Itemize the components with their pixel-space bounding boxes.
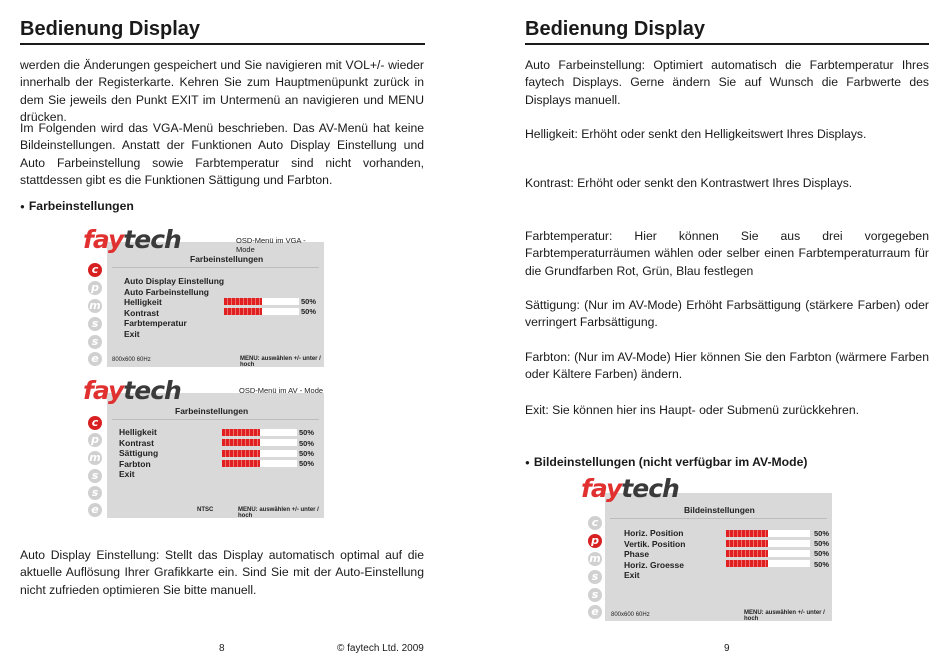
faytech-logo: faytech — [581, 474, 679, 503]
color-tab-icon: c — [88, 263, 102, 277]
system-tab-icon: s — [88, 335, 102, 349]
section-farbton: Farbton: (Nur im AV-Mode) Hier können Sie den Farbton (wärmere Farben oder Kältere Farben) ändern. — [525, 350, 929, 382]
osd-bild-screenshot — [578, 474, 838, 624]
section-kontrast: Kontrast: Erhöht oder senkt den Kontrastwert Ihres Displays. — [525, 176, 853, 190]
setup-tab-icon: s — [88, 317, 102, 331]
horiz-groesse-bar-fill — [726, 560, 768, 567]
picture-tab-icon: p — [588, 534, 602, 548]
osd-menu-items — [124, 276, 224, 339]
menu-tab-icon: m — [89, 451, 101, 464]
osd-item: Sättigung — [119, 448, 159, 458]
heading-rule — [20, 43, 425, 45]
signal-label: NTSC — [197, 507, 214, 513]
system-tab-icon: s — [588, 588, 602, 602]
section-farbtemperatur: Farbtemperatur: Hier können Sie aus drei vorgegeben Farbtemperaturräumen wählen oder selber einen Farbtemperaturraum für die Grundfarben Rot, Grün, Blau festlegen — [525, 229, 929, 278]
menu-tab-icon: m — [89, 299, 101, 312]
page-number: 8 — [219, 643, 225, 654]
exit-tab-icon: e — [588, 605, 602, 619]
osd-item: Farbtemperatur — [124, 318, 187, 328]
osd-item: Kontrast — [124, 307, 159, 318]
osd-divider — [112, 267, 319, 268]
hue-value: 50% — [299, 459, 315, 468]
color-tab-icon: c — [88, 416, 102, 430]
page-right — [475, 0, 950, 659]
page-heading: Bedienung Display — [20, 18, 201, 40]
osd-title: Farbeinstellungen — [190, 254, 264, 264]
osd-menu-items — [624, 528, 685, 581]
setup-tab-icon: s — [88, 469, 102, 483]
phase-bar — [726, 550, 810, 557]
brightness-bar — [224, 298, 299, 305]
contrast-bar-fill — [224, 308, 262, 315]
section-saettigung: Sättigung: (Nur im AV-Mode) Erhöht Farbsättigung (stärkere Farben) oder verringert Farbsättigung. — [525, 298, 929, 330]
osd-title: Bildeinstellungen — [684, 505, 755, 515]
osd-item: Exit — [124, 328, 140, 339]
section-auto-farbeinstellung: Auto Farbeinstellung: Optimiert automatisch die Farbtemperatur Ihres faytech Displays. Gerne ändern Sie auf Wunsch die Farbwerte des Displays manuell. — [525, 58, 929, 107]
osd-item: Horiz. Position — [624, 528, 684, 538]
brightness-bar — [222, 429, 297, 436]
picture-tab-icon: p — [88, 281, 102, 295]
heading-rule — [525, 43, 929, 45]
osd-item: Horiz. Groesse — [624, 559, 684, 570]
osd-hint: MENU: auswählen +/- unter / hoch — [240, 356, 321, 368]
brightness-bar-fill — [222, 429, 260, 436]
saturation-bar — [222, 450, 297, 457]
osd-divider — [112, 419, 319, 420]
osd-item: Vertik. Position — [624, 538, 686, 549]
contrast-value: 50% — [299, 439, 315, 448]
bullet-farbeinstellungen: ● Farbeinstellungen — [20, 199, 134, 213]
osd-hint: MENU: auswählen +/- unter / hoch — [238, 507, 319, 519]
osd-hint: MENU: auswählen +/- unter / hoch — [744, 610, 825, 622]
menu-tab-icon: m — [589, 552, 601, 565]
system-tab-icon: s — [88, 486, 102, 500]
horiz-position-bar — [726, 530, 810, 537]
faytech-logo: faytech — [83, 376, 181, 405]
osd-mode-label: OSD-Menü im VGA - Mode — [236, 236, 306, 254]
osd-item: Farbton — [119, 458, 151, 469]
osd-vga-screenshot — [80, 225, 325, 370]
faytech-logo: faytech — [83, 225, 181, 254]
resolution-label: 800x600 60Hz — [112, 357, 151, 363]
intro-paragraph: werden die Änderungen gespeichert und Sie navigieren mit VOL+/- wieder innerhalb der Registerkarte. Kehren Sie zum Hauptmenüpunkt zurück in dem Sie jeweils den Punkt EXIT im Untermenü an navigieren und MENU drücken. — [20, 58, 424, 124]
osd-item: Helligkeit — [119, 427, 157, 437]
section-exit: Exit: Sie können hier ins Haupt- oder Submenü zurückkehren. — [525, 403, 859, 417]
resolution-label: 800x600 60Hz — [611, 612, 650, 618]
section-helligkeit: Helligkeit: Erhöht oder senkt den Helligkeitswert Ihres Displays. — [525, 127, 867, 141]
exit-tab-icon: e — [88, 503, 102, 517]
vertik-position-value: 50% — [814, 539, 830, 548]
phase-bar-fill — [726, 550, 768, 557]
osd-item: Auto Display Einstellung — [124, 276, 225, 286]
vga-menu-paragraph: Im Folgenden wird das VGA-Menü beschrieben. Das AV-Menü hat keine Bildeinstellungen. Anstatt der Funktionen Auto Display Einstellung und Auto Farbeinstellung sowie Farbtemperatur sind nicht vorhanden, stattdessen gibt es die Funktionen Sättigung und Farbton. — [20, 121, 424, 187]
color-tab-icon: c — [588, 516, 602, 530]
hue-bar — [222, 460, 297, 467]
osd-item: Exit — [119, 469, 135, 479]
horiz-position-bar-fill — [726, 530, 768, 537]
osd-av-screenshot — [80, 376, 325, 521]
osd-divider — [610, 518, 827, 519]
exit-tab-icon: e — [88, 352, 102, 366]
saturation-bar-fill — [222, 450, 260, 457]
saturation-value: 50% — [299, 449, 315, 458]
osd-menu-items — [119, 427, 158, 480]
osd-item: Auto Farbeinstellung — [124, 286, 209, 297]
contrast-bar — [224, 308, 299, 315]
contrast-value: 50% — [301, 307, 317, 316]
setup-tab-icon: s — [588, 570, 602, 584]
osd-title: Farbeinstellungen — [175, 406, 249, 416]
vertik-position-bar-fill — [726, 540, 768, 547]
bullet-bildeinstellungen: ● Bildeinstellungen (nicht verfügbar im AV-Mode) — [525, 455, 807, 469]
horiz-groesse-value: 50% — [814, 560, 830, 569]
brightness-bar-fill — [224, 298, 262, 305]
brightness-value: 50% — [301, 297, 317, 306]
osd-mode-label: OSD-Menü im AV - Mode — [239, 386, 324, 395]
auto-display-paragraph: Auto Display Einstellung: Stellt das Display automatisch optimal auf die aktuelle Auflösung Ihrer Grafikkarte ein. Sind Sie mit der Auto-Einstellung nicht zufrieden optimieren Sie bitte manuell. — [20, 548, 424, 597]
horiz-groesse-bar — [726, 560, 810, 567]
contrast-bar — [222, 439, 297, 446]
phase-value: 50% — [814, 549, 830, 558]
osd-item: Phase — [624, 549, 650, 559]
contrast-bar-fill — [222, 439, 260, 446]
horiz-position-value: 50% — [814, 529, 830, 538]
osd-item: Kontrast — [119, 437, 154, 448]
copyright: © faytech Ltd. 2009 — [337, 643, 424, 654]
osd-item: Exit — [624, 570, 640, 580]
brightness-value: 50% — [299, 428, 315, 437]
picture-tab-icon: p — [88, 433, 102, 447]
page-heading: Bedienung Display — [525, 18, 706, 40]
osd-item: Helligkeit — [124, 297, 162, 307]
hue-bar-fill — [222, 460, 260, 467]
vertik-position-bar — [726, 540, 810, 547]
page-number: 9 — [724, 643, 730, 654]
